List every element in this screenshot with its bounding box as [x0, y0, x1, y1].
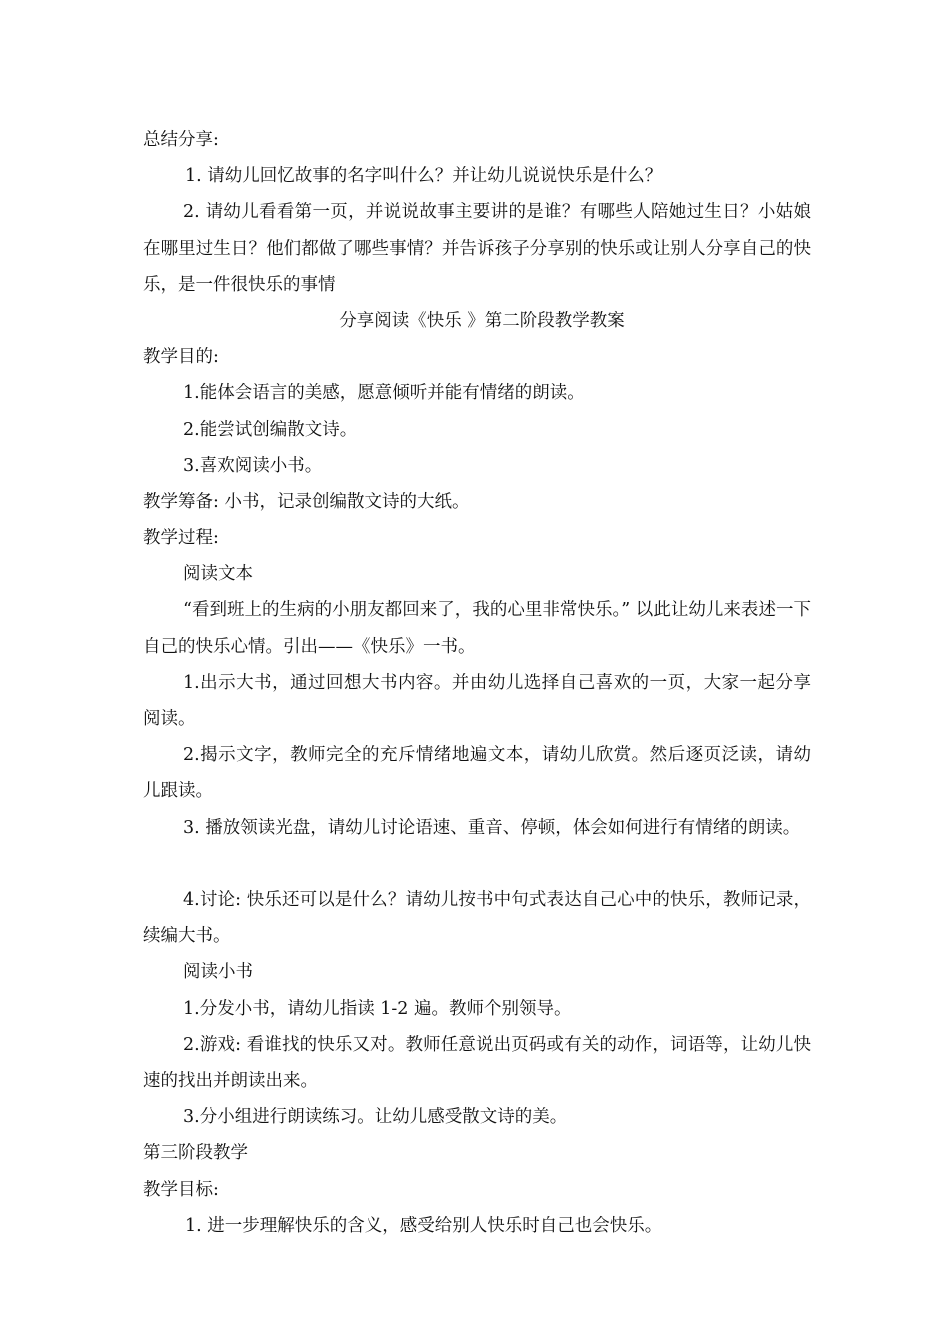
read-text-heading: 阅读文本 [183, 564, 253, 585]
goal-2: 2.能尝试创编散文诗。 [183, 419, 358, 440]
read-small-heading: 阅读小书 [183, 962, 253, 983]
document-body [143, 122, 811, 1244]
goal-1: 1.能体会语言的美感，愿意倾听并能有情绪的朗读。 [183, 383, 585, 404]
intro-paragraph: “看到班上的生病的小朋友都回来了，我的心里非常快乐。” 以此让幼儿来表述一下自己的快乐心情。引出——《快乐》一书。 [143, 600, 811, 657]
goals3-heading: 教学目标: [143, 1179, 219, 1200]
step-2: 2.揭示文字，教师完全的充斥情绪地遍文本，请幼儿欣赏。然后逐页泛读，请幼儿跟读。 [143, 745, 811, 802]
small-step-3: 3.分小组进行朗读练习。让幼儿感受散文诗的美。 [183, 1107, 568, 1128]
goal3-1: 1. 进一步理解快乐的含义，感受给别人快乐时自己也会快乐。 [185, 1215, 663, 1236]
stage3-heading: 第三阶段教学 [143, 1143, 248, 1164]
summary-heading: 总结分享: [143, 130, 219, 150]
summary-item-2: 2. 请幼儿看看第一页，并说说故事主要讲的是谁？有哪些人陪她过生日？小姑娘在哪里过生日？他们都做了哪些事情？并告诉孩子分享别的快乐或让别人分享自己的快乐，是一件很快乐的事情 [143, 202, 811, 295]
goals-heading: 教学目的: [143, 347, 219, 368]
step-1: 1.出示大书，通过回想大书内容。并由幼儿选择自己喜欢的一页，大家一起分享阅读。 [143, 672, 811, 730]
process-heading: 教学过程: [143, 528, 219, 549]
step-3: 3. 播放领读光盘，请幼儿讨论语速、重音、停顿，体会如何进行有情绪的朗读。 [183, 817, 801, 838]
small-step-1: 1.分发小书，请幼儿指读 1-2 遍。教师个别领导。 [183, 998, 572, 1019]
step-4: 4.讨论: 快乐还可以是什么？请幼儿按书中句式表达自己心中的快乐，教师记录，续编大书。 [143, 890, 811, 947]
goal-3: 3.喜欢阅读小书。 [183, 455, 323, 476]
stage2-title: 分享阅读《快乐 》第二阶段教学教案 [339, 310, 625, 331]
preparation: 教学筹备: 小书，记录创编散文诗的大纸。 [143, 491, 470, 512]
summary-item-1: 1. 请幼儿回忆故事的名字叫什么？并让幼儿说说快乐是什么？ [185, 166, 663, 187]
small-step-2: 2.游戏: 看谁找的快乐又对。教师任意说出页码或有关的动作，词语等，让幼儿快速的找出并朗读出来。 [143, 1034, 811, 1091]
